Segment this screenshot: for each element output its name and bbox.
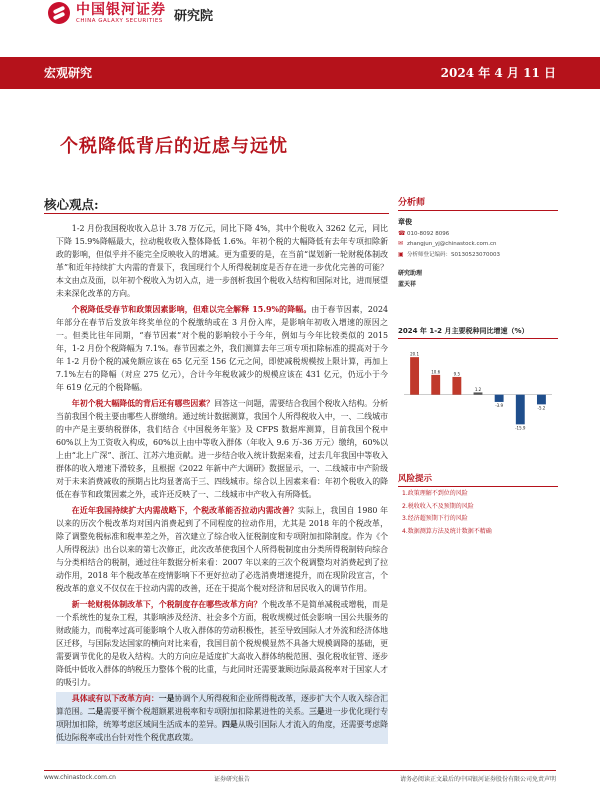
report-banner [0, 57, 600, 89]
chart-bar [516, 395, 525, 425]
paragraph-text: 需要平衡个税超额累进税率和专项附加扣除累进性的关系。 [103, 707, 309, 716]
analyst-email[interactable] [398, 240, 558, 247]
risk-item: 1.政策理解不到位的风险 [402, 490, 468, 497]
report-title: 个税降低背后的近虑与远忧 [60, 136, 288, 157]
risk-item: 3.经济超预期下行的风险 [402, 515, 468, 522]
chart-bar [452, 377, 461, 395]
phone-text: 010-8092 8096 [407, 230, 450, 237]
emphasis-text: 四是 [222, 720, 238, 729]
emphasis-text: 一是 [158, 694, 175, 703]
phone-icon: ☎ [398, 230, 406, 237]
chart-bar [495, 395, 504, 402]
chart-bar [431, 375, 440, 395]
analyst-license [398, 250, 558, 258]
data-label: 1.2 [474, 386, 482, 392]
paragraph-text: 由于春节因素，2024 年部分在春节后发放年终奖单位的个税缴纳或在 3 月份入库，是影响年初收入增速的原因之一。但类比往年同期，“春节因素”对个税的影响较小于今年，例如与今年比较类似的 2015 年，1-2 月份个税降幅为 7.1%。春节因素之外，我们测算去年三项专项扣除标准的提高对于今年 1-2 月份个税的减免额应该在 65 亿元至 156 亿元之间，即使减税规模按上限计算，再加上 7.1%左右的降幅（对应 275 亿元），合计今年税收减少的规模应该在 431 亿元，仍远小于今年 619 亿元的个税降幅。 [56, 305, 388, 392]
footer-website[interactable]: www.chinastock.com.cn [44, 774, 116, 781]
body-paragraph [56, 397, 388, 501]
emphasis-text: 个税降低受春节和政策因素影响，但难以完全解释 15.9%的降幅。 [71, 305, 312, 314]
data-label: -3.9 [495, 402, 504, 408]
assistant-name: 蓝天祥 [398, 281, 417, 288]
paragraph-text: 个税改革不是简单减税或增税，而是一个系统性的复杂工程，其影响涉及经济、社会多个方面，税收规模过低会影响一国公共服务的财政能力，而税率过高可能影响个人收入群体的劳动积极性，甚至导致国际人才外流和经济体地区迁移，与国际发达国家的横向对比来看，我国目前个税规模显然不具备大规模调降的基础，更需要调节优化的是收入结构。大的方向应是适度扩大高收入群体纳税范围、强化税收征管、逐步降低中低收入群体的纳税压力整体个税的比重，与此同时还需要兼顾边际最高税率对于国家人才的吸引力。 [56, 600, 388, 687]
analyst-phone [398, 230, 558, 237]
license-text: 分析师登记编码：S0130523070003 [407, 252, 500, 258]
analyst-name: 章俊 [398, 218, 412, 226]
paragraph-text: 协调个人所得税和企业所得税改革，逐步扩大个人收入综合汇算范围。 [56, 694, 388, 716]
data-label: 20.1 [410, 351, 420, 357]
divider [44, 213, 389, 214]
data-label: -5.2 [537, 405, 546, 411]
data-label: 9.5 [453, 371, 461, 377]
logo-name-en: CHINA GALAXY SECURITIES [76, 17, 163, 24]
chart-bar [537, 395, 546, 405]
data-label: -15.9 [515, 425, 526, 431]
emphasis-text: 年初个税大幅降低的背后还有哪些因素？ [71, 399, 215, 408]
data-label: 10.6 [431, 369, 441, 375]
company-logo [48, 2, 213, 24]
id-badge-icon: ▣ [398, 250, 404, 258]
emphasis-text: 三是 [308, 707, 325, 716]
core-heading: 核心观点: [44, 197, 99, 212]
emphasis-text: 新一轮财税体制改革下，个税制度存在哪些改革方向？ [71, 600, 262, 609]
logo-name-cn: 中国银河证券 [76, 1, 166, 18]
paragraph-text: 1-2 月份我国税收收入总计 3.78 万亿元，同比下降 4%，其中个税收入 3262 亿元，同比下降 15.9%降幅最大，拉动税收收入整体降低 1.6%。年初个税的大幅降低有去年专项扣除新政的影响，但似乎并不能完全反映收入的增减。更为重要的是，在当前“谋划新一轮财税体制改革”和近年持续扩大内需的背景下，我国现行个人所得税制度是否存在进一步优化完善的可能？本文由点及面，以年初个税收入为切入点，进一步剖析我国个税收入结构和国际对比，进而展望未来深化改革的方向。 [56, 224, 388, 298]
paragraph-text: 进一步优化现行专项附加扣除，统筹考虑区域间生活成本的差异。 [56, 707, 388, 729]
risk-item: 2.税收收入不及预期的风险 [402, 502, 474, 510]
risk-item: 4.数据测算方法及统计数据不精确 [402, 527, 492, 535]
page-footer [44, 770, 556, 783]
tax-growth-chart [398, 340, 558, 440]
footer-center: 证券研究报告 [214, 776, 251, 783]
galaxy-logo-icon [48, 2, 70, 24]
institute-label: 研究院 [174, 8, 214, 24]
emphasis-text: 在近年我国持续扩大内需战略下，个税改革能否拉动内需改善？ [71, 506, 299, 515]
body-paragraph [56, 222, 388, 300]
main-body [56, 222, 388, 747]
footer-disclaimer: 请务必阅读正文最后的中国银河证券股份有限公司免责声明 [399, 776, 556, 783]
chart-bar [474, 392, 483, 394]
analyst-panel [398, 195, 558, 288]
risk-heading: 风险提示 [398, 472, 558, 487]
chart-bar [410, 357, 419, 395]
paragraph-text: 从吸引国际人才流入的角度，还需要考虑降低边际税率或出台针对性个税优惠政策。 [56, 720, 388, 742]
chart-title: 2024 年 1-2 月主要税种同比增速（%） [398, 326, 558, 339]
emphasis-text: 具体或有以下改革方向： [71, 694, 159, 703]
body-paragraph [56, 504, 388, 595]
report-type: 宏观研究 [44, 66, 93, 80]
assistant-heading: 研究助理 [398, 270, 423, 277]
body-paragraph [56, 303, 388, 394]
body-paragraph [56, 598, 388, 689]
paragraph-text: 实际上，我国自 1980 年以来的历次个税改革均对国内消费起到了不同程度的拉动作用，尤其是 2018 年的个税改革，除了调整免税标准和税率差之外，首次建立了综合收入征税制度和专项附加扣除制度。作为《个人所得税法》出台以来的第七次修正，此次改革使我国个人所得税制度由分类所得税制转向综合与分类相结合的税制，通过往年数据分析来看：2007 年以来的三次个税调整均对消费起到了拉动作用，2018 年个税改革在疫情影响下不更好拉动了必选消费增速提升，而在现阶段宣言，个税改革的意义不仅仅在于拉动内需的改善，还在于提高个税对经济和居民收入的调节作用。 [56, 506, 388, 593]
paragraph-text: 回答这一问题，需要结合我国个税收入结构。分析当前我国个税主要由哪些人群缴纳。通过统计数据测算，我国个人所得税收入中，一、二线城市的中产是主要纳税群体，我们结合《中国税务年鉴》及 CFPS 数据库测算，目前我国个税中 60%以上为工资收入构成，60%以上由中等收入群体（年收入 9.6 万-36 万元）缴纳，60%以上由“北上广深”、浙江、江苏六地贡献。进一步结合收入统计数据来看，过去几年我国中等收入群体的收入增速下滑较多，且根据《2022 年新中产大调研》数据显示，一、二线城市中产阶级对于未来消费减收的预期占比均显著高于三、四线城市。综合以上因素来看：年初个税收入的降低在春节和政策因素之外，或许还反映了一、二线城市中产收入有所降低。 [56, 399, 388, 499]
emphasis-text: 二是 [87, 707, 104, 716]
email-text[interactable]: zhangjun_yj@chinastock.com.cn [407, 240, 497, 247]
report-date: 2024 年 4 月 11 日 [440, 66, 556, 80]
risk-list [402, 488, 558, 538]
body-paragraph [56, 692, 388, 744]
analyst-heading: 分析师 [398, 195, 558, 211]
email-icon: ✉ [398, 240, 404, 247]
